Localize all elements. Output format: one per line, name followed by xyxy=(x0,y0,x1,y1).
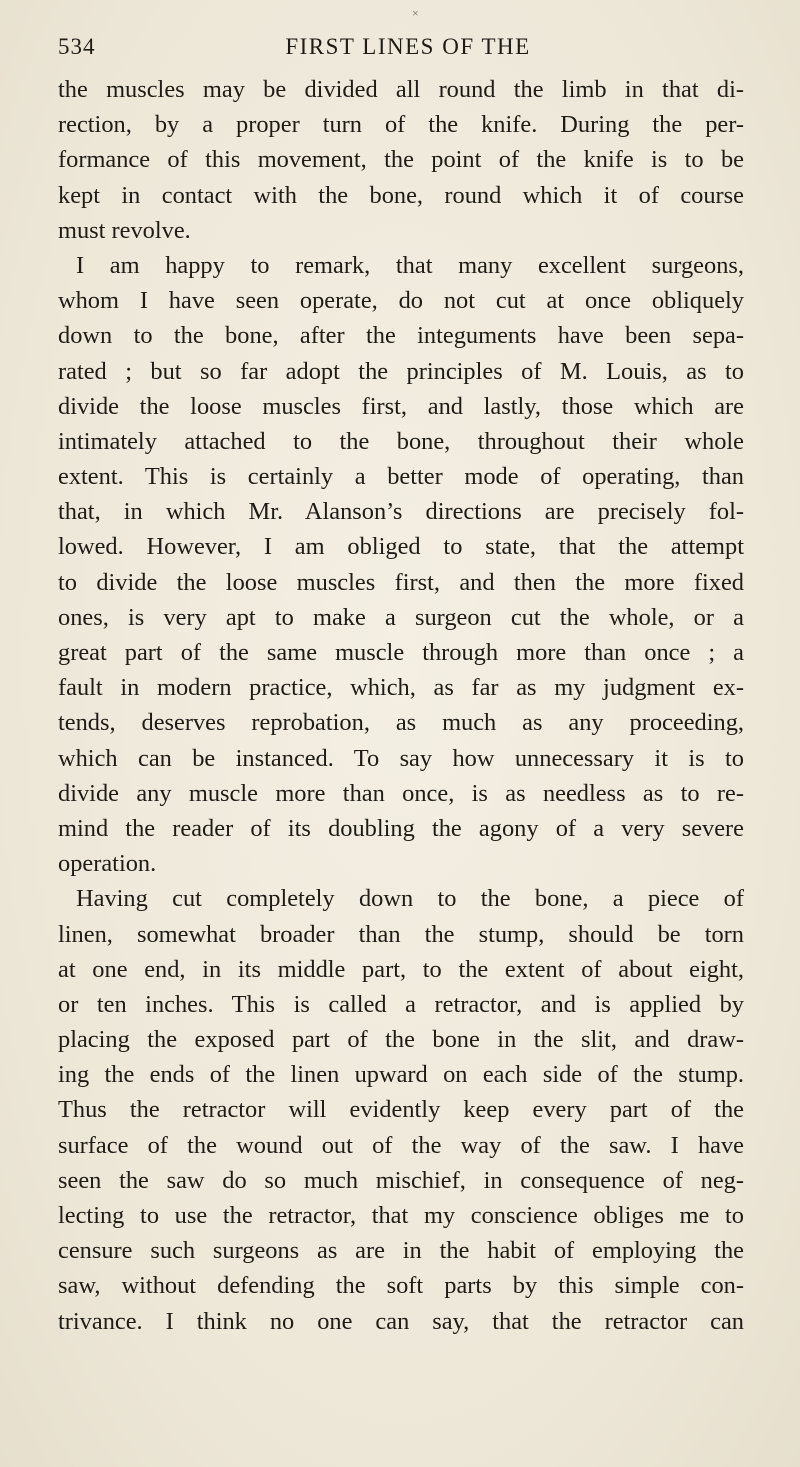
top-mark: × xyxy=(412,6,419,20)
text-line: kept in contact with the bone, round which it of course xyxy=(58,181,744,209)
text-line: to divide the loose muscles first, and then the more fixed xyxy=(58,568,744,596)
text-line: saw, without defending the soft parts by this simple con- xyxy=(58,1272,744,1300)
body-text xyxy=(58,72,744,1339)
running-head xyxy=(58,34,758,64)
text-line: I am happy to remark, that many excellent surgeons, xyxy=(76,251,744,279)
text-line: extent. This is certainly a better mode of operating, than xyxy=(58,463,744,491)
text-line: placing the exposed part of the bone in the slit, and draw- xyxy=(58,1026,744,1054)
text-line: whom I have seen operate, do not cut at once obliquely xyxy=(58,287,744,315)
text-line: must revolve. xyxy=(58,216,191,244)
running-head-title: FIRST LINES OF THE xyxy=(285,34,531,59)
text-line: operation. xyxy=(58,850,157,878)
text-line: ones, is very apt to make a surgeon cut the whole, or a xyxy=(58,603,744,631)
page-number: 534 xyxy=(58,34,96,59)
text-line: Having cut completely down to the bone, a piece of xyxy=(76,885,744,913)
text-line: fault in modern practice, which, as far as my judgment ex- xyxy=(58,674,744,702)
text-line: that, in which Mr. Alanson’s directions are precisely fol- xyxy=(58,498,744,526)
text-line: tends, deserves reprobation, as much as any proceeding, xyxy=(58,709,744,737)
text-line: mind the reader of its doubling the agony of a very severe xyxy=(58,814,744,842)
text-line: seen the saw do so much mischief, in consequence of neg- xyxy=(58,1166,744,1194)
text-line: down to the bone, after the integuments have been sepa- xyxy=(58,322,744,350)
text-line: at one end, in its middle part, to the extent of about eight, xyxy=(58,955,744,983)
text-line: censure such surgeons as are in the habit of employing the xyxy=(58,1237,744,1265)
text-line: great part of the same muscle through more than once ; a xyxy=(58,639,744,666)
text-line: linen, somewhat broader than the stump, should be torn xyxy=(58,920,744,948)
text-line: Thus the retractor will evidently keep every part of the xyxy=(58,1096,744,1124)
text-line: which can be instanced. To say how unnecessary it is to xyxy=(58,744,744,772)
text-line: lecting to use the retractor, that my conscience obliges me to xyxy=(58,1202,744,1229)
text-line: intimately attached to the bone, throughout their whole xyxy=(58,427,744,455)
text-line: rated ; but so far adopt the principles of M. Louis, as to xyxy=(58,357,744,385)
text-line: divide the loose muscles first, and lastly, those which are xyxy=(58,392,744,420)
text-line: divide any muscle more than once, is as needless as to re- xyxy=(58,779,744,807)
text-line: the muscles may be divided all round the limb in that di- xyxy=(58,76,744,103)
text-line: surface of the wound out of the way of the saw. I have xyxy=(58,1131,744,1159)
text-line: rection, by a proper turn of the knife. During the per- xyxy=(58,111,744,139)
text-line: or ten inches. This is called a retractor, and is applied by xyxy=(58,990,744,1018)
text-line: formance of this movement, the point of the knife is to be xyxy=(58,146,744,174)
text-line: trivance. I think no one can say, that the retractor can xyxy=(58,1307,744,1335)
text-line: lowed. However, I am obliged to state, that the attempt xyxy=(58,533,744,561)
text-line: ing the ends of the linen upward on each side of the stump. xyxy=(58,1061,744,1089)
